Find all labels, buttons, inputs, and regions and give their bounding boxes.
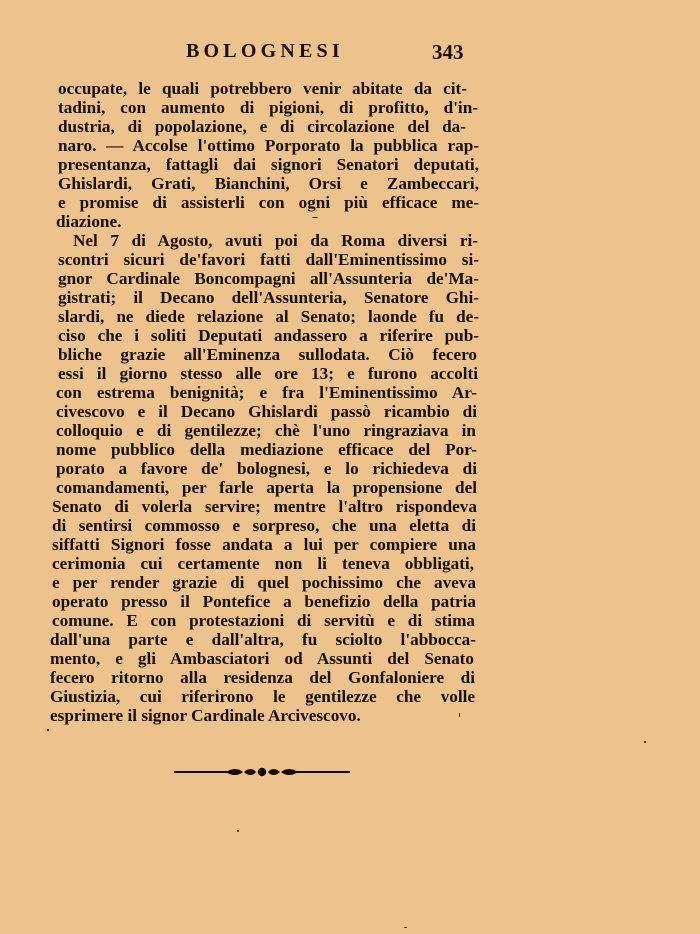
- running-header-title: BOLOGNESI: [186, 40, 344, 62]
- text-line: nome pubblico della mediazione efficace del Por-: [56, 440, 477, 459]
- paper-speck: [237, 830, 239, 832]
- text-line: cerimonia cui certamente non li teneva obbligati,: [52, 554, 474, 573]
- text-line: con estrema benignità; e fra l'Eminentissimo Ar-: [56, 383, 477, 402]
- paper-speck: [404, 927, 407, 928]
- text-line: mento, e gli Ambasciatori od Assunti del Senato: [50, 649, 474, 668]
- text-line: Ghislardi, Grati, Bianchini, Orsi e Zambeccari,: [58, 174, 479, 193]
- text-line: di sentirsi commosso e sorpreso, che una eletta di: [52, 516, 476, 535]
- text-line: fecero ritorno alla residenza del Gonfaloniere di: [50, 668, 475, 687]
- text-line: Giustizia, cui riferirono le gentilezze che volle: [50, 687, 475, 706]
- paper-speck: [459, 713, 460, 717]
- text-line: gistrati; il Decano dell'Assunteria, Senatore Ghi-: [58, 288, 479, 307]
- text-line: civescovo e il Decano Ghislardi passò ricambio di: [56, 402, 477, 421]
- text-line: Senato di volerla servire; mentre l'altro rispondeva: [52, 497, 477, 516]
- text-line: comandamenti, per farle aperta la propensione del: [56, 478, 477, 497]
- text-line: naro. — Accolse l'ottimo Porporato la pubblica rap-: [58, 136, 479, 155]
- decorative-ornament: [174, 762, 350, 782]
- text-line: dustria, di popolazione, e di circolazione del da-: [58, 117, 466, 136]
- text-line: bliche grazie all'Eminenza sullodata. Ciò fecero: [58, 345, 477, 364]
- text-line: slardi, ne diede relazione al Senato; laonde fu de-: [58, 307, 479, 326]
- text-line: e promise di assisterli con ogni più efficace me-: [58, 193, 479, 212]
- text-line: presentanza, fattagli dai signori Senatori deputati,: [58, 155, 479, 174]
- text-line: operato presso il Pontefice a benefizio della patria: [52, 592, 476, 611]
- text-line: diazione.: [56, 212, 122, 231]
- text-line: essi il giorno stesso alle ore 13; e furono accolti: [58, 364, 478, 383]
- text-line: comune. E con protestazioni di servitù e di stima: [52, 611, 475, 630]
- text-line: tadini, con aumento di pigioni, di profitto, d'in-: [58, 98, 478, 117]
- page-number: 343: [432, 40, 464, 64]
- text-line: e per render grazie di quel pochissimo che aveva: [52, 573, 476, 592]
- text-line: colloquio e di gentilezze; chè l'uno ringraziava in: [56, 421, 476, 440]
- paper-speck: [312, 217, 318, 218]
- paper-speck: [47, 729, 49, 731]
- text-line: Nel 7 di Agosto, avuti poi da Roma diversi ri-: [73, 231, 478, 250]
- text-line: dall'una parte e dall'altra, fu sciolto l'abbocca-: [50, 630, 476, 649]
- text-line: ciso che i soliti Deputati andassero a riferire pub-: [58, 326, 479, 345]
- text-line: esprimere il signor Cardinale Arcivescovo.: [50, 706, 361, 725]
- text-line: gnor Cardinale Boncompagni all'Assunteria de'Ma-: [58, 269, 479, 288]
- text-line: siffatti Signori fosse andata a lui per compiere una: [52, 535, 476, 554]
- paper-speck: [644, 741, 646, 743]
- text-line: porato a favore de' bolognesi, e lo richiedeva di: [56, 459, 477, 478]
- text-line: scontri sicuri de'favori fatti dall'Eminentissimo si-: [58, 250, 479, 269]
- text-line: occupate, le quali potrebbero venir abitate da cit-: [58, 79, 467, 98]
